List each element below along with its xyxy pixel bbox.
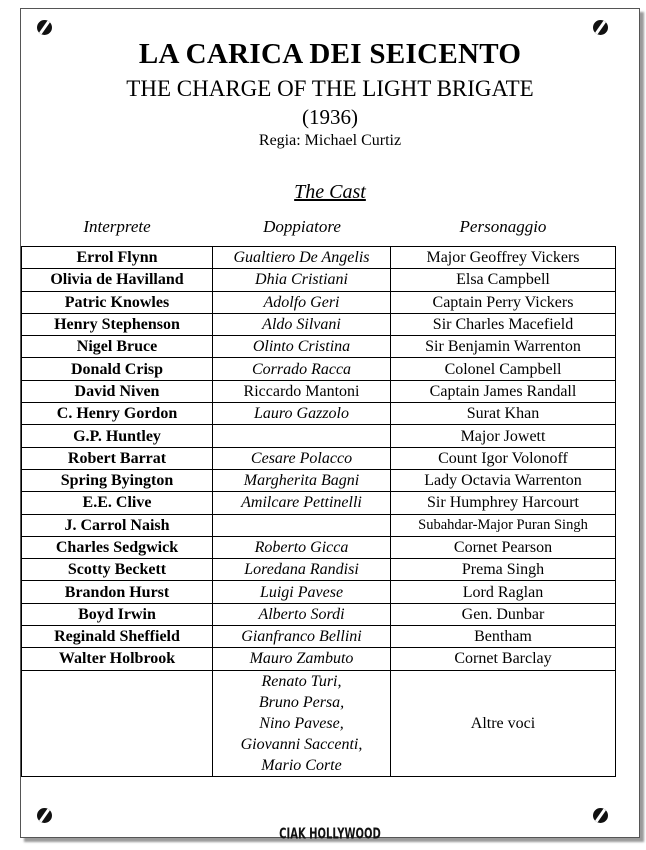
director-credit: Regia: Michael Curtiz <box>258 132 402 149</box>
actor-cell: G.P. Huntley <box>22 425 213 447</box>
table-row-other-voices <box>22 670 616 776</box>
role-cell: Gen. Dunbar <box>391 603 616 625</box>
actor-cell: Charles Sedgwick <box>22 536 213 558</box>
role-cell: Major Geoffrey Vickers <box>391 247 616 269</box>
table-row <box>22 425 616 447</box>
table-row <box>22 492 616 514</box>
role-cell: Surat Khan <box>391 403 616 425</box>
role-cell: Sir Humphrey Harcourt <box>391 492 616 514</box>
table-row <box>22 648 616 670</box>
voice-cell: Riccardo Mantoni <box>213 380 391 402</box>
other-voice-name: Bruno Persa, <box>258 693 345 711</box>
column-header-voice: Doppiatore <box>263 217 341 236</box>
table-row <box>22 291 616 313</box>
actor-cell: Spring Byington <box>22 469 213 491</box>
column-header-role: Personaggio <box>459 217 547 236</box>
actor-cell: Boyd Irwin <box>22 603 213 625</box>
actor-cell: Henry Stephenson <box>22 313 213 335</box>
actor-cell: Nigel Bruce <box>22 336 213 358</box>
voice-cell <box>213 425 391 447</box>
voice-cell: Margherita Bagni <box>213 469 391 491</box>
table-row <box>22 581 616 603</box>
cast-heading: The Cast <box>294 181 366 203</box>
other-voice-name: Nino Pavese, <box>259 714 344 732</box>
role-cell: Cornet Barclay <box>391 648 616 670</box>
actor-cell: Brandon Hurst <box>22 581 213 603</box>
table-row <box>22 536 616 558</box>
other-voice-name: Giovanni Saccenti, <box>240 735 363 753</box>
role-cell: Lady Octavia Warrenton <box>391 469 616 491</box>
other-voices-role: Altre voci <box>391 670 616 776</box>
actor-cell: Donald Crisp <box>22 358 213 380</box>
role-cell: Sir Benjamin Warrenton <box>391 336 616 358</box>
voice-cell: Olinto Cristina <box>213 336 391 358</box>
voice-cell: Luigi Pavese <box>213 581 391 603</box>
voice-cell: Loredana Randisi <box>213 559 391 581</box>
role-cell: Sir Charles Macefield <box>391 313 616 335</box>
actor-cell: David Niven <box>22 380 213 402</box>
role-cell: Captain James Randall <box>391 380 616 402</box>
actor-cell: C. Henry Gordon <box>22 403 213 425</box>
table-row <box>22 336 616 358</box>
voice-cell: Mauro Zambuto <box>213 648 391 670</box>
screw-hole-icon <box>37 808 52 823</box>
role-cell: Major Jowett <box>391 425 616 447</box>
logo-text: CIAK HOLLYWOOD <box>279 826 381 843</box>
other-voice-name: Mario Corte <box>261 756 342 774</box>
other-voices-cell <box>213 670 391 776</box>
role-cell: Count Igor Volonoff <box>391 447 616 469</box>
role-cell: Colonel Campbell <box>391 358 616 380</box>
actor-cell: Walter Holbrook <box>22 648 213 670</box>
role-cell: Elsa Campbell <box>391 269 616 291</box>
voice-cell: Dhia Cristiani <box>213 269 391 291</box>
actor-cell: Robert Barrat <box>22 447 213 469</box>
role-cell: Bentham <box>391 626 616 648</box>
actor-cell: Olivia de Havilland <box>22 269 213 291</box>
film-title: LA CARICA DEI SEICENTO <box>138 38 522 70</box>
table-row <box>22 603 616 625</box>
screw-hole-icon <box>593 20 608 35</box>
voice-cell: Lauro Gazzolo <box>213 403 391 425</box>
original-title: THE CHARGE OF THE LIGHT BRIGATE <box>126 76 534 101</box>
table-row <box>22 380 616 402</box>
actor-cell: Errol Flynn <box>22 247 213 269</box>
table-row <box>22 559 616 581</box>
voice-cell: Amilcare Pettinelli <box>213 492 391 514</box>
cast-sheet <box>20 8 640 843</box>
table-row <box>22 469 616 491</box>
cast-table <box>21 246 616 777</box>
voice-cell: Gualtiero De Angelis <box>213 247 391 269</box>
voice-cell: Gianfranco Bellini <box>213 626 391 648</box>
voice-cell: Cesare Polacco <box>213 447 391 469</box>
role-cell: Lord Raglan <box>391 581 616 603</box>
screw-hole-icon <box>37 20 52 35</box>
voice-cell <box>213 514 391 536</box>
voice-cell: Alberto Sordi <box>213 603 391 625</box>
role-cell: Cornet Pearson <box>391 536 616 558</box>
table-row <box>22 403 616 425</box>
voice-cell: Adolfo Geri <box>213 291 391 313</box>
table-row <box>22 626 616 648</box>
table-row <box>22 247 616 269</box>
voice-cell: Corrado Racca <box>213 358 391 380</box>
role-cell: Captain Perry Vickers <box>391 291 616 313</box>
table-row <box>22 313 616 335</box>
table-row <box>22 358 616 380</box>
actor-cell: Patric Knowles <box>22 291 213 313</box>
voice-cell: Aldo Silvani <box>213 313 391 335</box>
other-voice-name: Renato Turi, <box>261 672 342 690</box>
actor-cell: Reginald Sheffield <box>22 626 213 648</box>
release-year: (1936) <box>302 105 358 129</box>
table-row <box>22 447 616 469</box>
ciak-hollywood-logo <box>21 824 639 842</box>
screw-hole-icon <box>593 808 608 823</box>
table-row <box>22 269 616 291</box>
role-cell: Subahdar-Major Puran Singh <box>391 514 616 536</box>
actor-cell: J. Carrol Naish <box>22 514 213 536</box>
actor-cell-empty <box>22 670 213 776</box>
actor-cell: Scotty Beckett <box>22 559 213 581</box>
voice-cell: Roberto Gicca <box>213 536 391 558</box>
actor-cell: E.E. Clive <box>22 492 213 514</box>
table-row <box>22 514 616 536</box>
column-header-actor: Interprete <box>83 217 151 236</box>
role-cell: Prema Singh <box>391 559 616 581</box>
